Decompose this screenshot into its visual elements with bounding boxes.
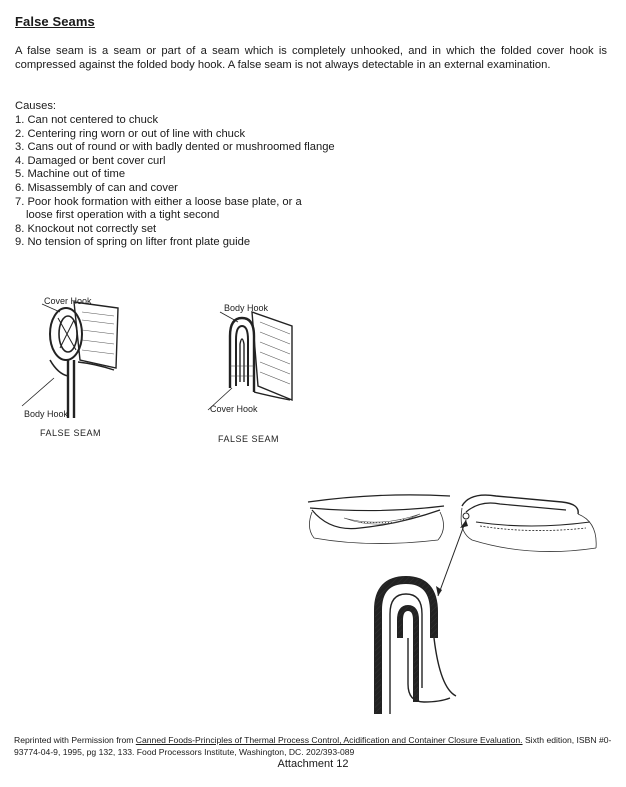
cause-item: 1. Can not centered to chuck <box>15 114 159 126</box>
cover-hook-label: Cover Hook <box>210 404 258 414</box>
cause-item: 8. Knockout not correctly set <box>15 222 157 235</box>
can-seam-illustration <box>300 488 606 720</box>
credit-prefix: Reprinted with Permission from <box>14 735 136 745</box>
credit-suffix: Sixth edition, ISBN #0-93774-04-9, 1995, pg 132, 133. Food Processors Institute, Washington, DC. 202/393-089 <box>14 735 612 757</box>
cause-item-continuation: loose first operation with a tight second <box>26 209 220 222</box>
credit-book-title: Canned Foods-Principles of Thermal Process Control, Acidification and Container Closure Evaluation. <box>135 735 523 745</box>
false-seam-figure-left <box>10 290 140 450</box>
figure-caption: FALSE SEAM <box>218 434 280 444</box>
attachment-label: Attachment 12 <box>277 758 349 770</box>
cause-item: 4. Damaged or bent cover curl <box>15 154 166 167</box>
page-title: False Seams <box>15 14 95 29</box>
cause-item: 5. Machine out of time <box>15 168 126 181</box>
causes-list <box>15 114 335 250</box>
cause-item: 6. Misassembly of can and cover <box>15 181 178 194</box>
causes-heading: Causes: <box>15 100 57 112</box>
body-hook-label: Body Hook <box>24 409 69 419</box>
figure-caption: FALSE SEAM <box>40 428 102 438</box>
body-hook-label: Body Hook <box>224 303 269 313</box>
false-seam-figure-center <box>200 296 310 448</box>
cause-item: 2. Centering ring worn or out of line with chuck <box>15 127 246 140</box>
credit-text <box>14 734 614 758</box>
cover-hook-label: Cover Hook <box>44 296 92 306</box>
cause-item: 7. Poor hook formation with either a loose base plate, or a <box>15 195 302 208</box>
cause-item: 9. No tension of spring on lifter front plate guide <box>15 236 251 249</box>
intro-paragraph: A false seam is a seam or part of a seam which is completely unhooked, and in which the folded cover hook is compressed against the folded body hook. A false seam is not always detectable in an external examination. <box>15 45 607 71</box>
cause-item: 3. Cans out of round or with badly dented or mushroomed flange <box>15 141 335 154</box>
